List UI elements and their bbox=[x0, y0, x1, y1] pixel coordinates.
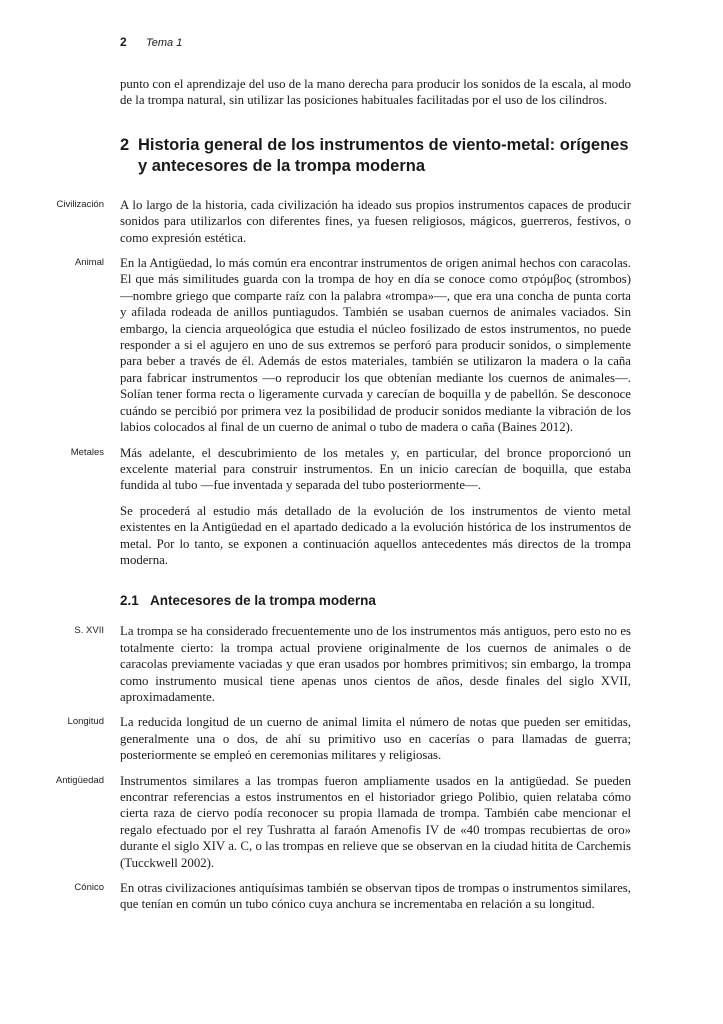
paragraph-text: Instrumentos similares a las trompas fueron ampliamente usados en la antigüedad. Se pueden encontrar referencias a estos instrumentos en el historiador griego Polibio, quien relataba cómo cierta raza de ciervo podía reconocer su propia llamada de trompa. También cabe mencionar el regalo efectuado por el rey Tushratta al faraón Amenofis IV de «40 trompas recubiertas de oro» durante el siglo XIV a. C, o las trompas en relieve que se observan en la ciudad hitita de Carchemis (Tucckwell 2002). bbox=[120, 773, 631, 870]
margin-note: Longitud bbox=[67, 716, 104, 728]
paragraph-text: Se procederá al estudio más detallado de la evolución de los instrumentos de viento metal existentes en la Antigüedad en el apartado dedicado a la evolución histórica de los instrumentos de metal. Por lo tanto, se exponen a continuación aquellos antecedentes más directos de la trompa moderna. bbox=[120, 503, 631, 567]
paragraph-estudio bbox=[120, 503, 631, 569]
section-title: Historia general de los instrumentos de viento-metal: orígenes y antecesores de la trompa moderna bbox=[138, 135, 629, 175]
margin-note: S. XVII bbox=[74, 625, 104, 637]
intro-paragraph: punto con el aprendizaje del uso de la mano derecha para producir los sonidos de la escala, al modo de la trompa natural, sin utilizar las posiciones habituales facilitadas por el uso de los cilindros. bbox=[120, 77, 631, 108]
running-header bbox=[120, 35, 182, 49]
page-body bbox=[55, 76, 631, 922]
chapter-label: Tema 1 bbox=[146, 37, 183, 49]
paragraph-animal bbox=[74, 255, 631, 435]
subsection-heading bbox=[120, 592, 631, 609]
paragraph-metales bbox=[70, 445, 631, 494]
margin-note: Animal bbox=[74, 257, 104, 269]
paragraph-text: En otras civilizaciones antiquísimas también se observan tipos de trompas o instrumentos similares, que tenían en común un tubo cónico cuya anchura se incrementaba en relación a su longitud. bbox=[120, 881, 631, 912]
paragraph-text: Más adelante, el descubrimiento de los metales y, en particular, del bronce proporcionó un excelente material para construir instrumentos. En un inicio carecían de boquilla, que estaba fundida al tubo —fue inventada y separada del tubo posteriormente—. bbox=[120, 445, 631, 493]
section-number: 2 bbox=[120, 135, 130, 154]
margin-note: Civilización bbox=[56, 198, 104, 210]
paragraph-text: En la Antigüedad, lo más común era encontrar instrumentos de origen animal hechos con caracolas. El que más similitudes guarda con la trompa de hoy en día se conoce como στρόμβος (strombos) —nombre griego que comparte raíz con la palabra «trompa»—, que era una concha de punta corta y afilada rodeada de anillos puntiagudos. También se usaban cuernos de animales vaciados. Sin embargo, la ciencia arqueológica que estudia el núcleo fosilizado de estos instrumentos, no puede responder a si el agujero en uno de sus extremos se perforó para producir sonidos, o simplemente para beber a través de él. Además de estos materiales, también se utilizaron la madera o la caña para fabricar instrumentos —o reproducir los que obtenían mediante los cuernos de animales—. Solían tener forma recta o ligeramente curvada y carecían de boquilla y de pabellón. Se desconoce cuándo se percibió por primera vez la posibilidad de producir sonidos mediante la vibración de los labios colocados al final de un cuerno de animal o tubo de madera o caña (Baines 2012). bbox=[120, 256, 631, 435]
paragraph-text: La trompa se ha considerado frecuentemente uno de los instrumentos más antiguos, pero esto no es totalmente cierto: la trompa actual proviene originalmente de los cuernos de animales o de caracolas previamente vaciadas y que eran usados por hombres primitivos; sin embargo, la trompa como instrumento musical tiene apenas unos cientos de años, desde finales del siglo XVII, aproximadamente. bbox=[120, 624, 631, 704]
paragraph-antiguedad bbox=[55, 773, 631, 871]
section-heading bbox=[120, 135, 631, 177]
margin-note: Metales bbox=[70, 446, 104, 458]
paragraph-longitud bbox=[67, 714, 631, 763]
paragraph-text: La reducida longitud de un cuerno de animal limita el número de notas que pueden ser emitidas, generalmente una o dos, de ahí su primitivo uso en cacerías o para llamadas de guerra; posteriormente se empleó en ceremonias militares y religiosas. bbox=[120, 715, 631, 763]
subsection-number: 2.1 bbox=[120, 593, 139, 609]
paragraph-civilizacion bbox=[56, 197, 631, 246]
paragraph-text: A lo largo de la historia, cada civilización ha ideado sus propios instrumentos capaces de producir sonidos para utilizarlos con diferentes fines, ya fuesen religiosos, mágicos, guerreros, festivos, o como expresión estética. bbox=[120, 197, 631, 245]
paragraph-conico bbox=[74, 880, 631, 913]
paragraph-siglo-xvii bbox=[74, 623, 631, 705]
page-number: 2 bbox=[120, 35, 127, 49]
margin-note: Cónico bbox=[74, 882, 104, 894]
margin-note: Antigüedad bbox=[55, 774, 104, 786]
subsection-title: Antecesores de la trompa moderna bbox=[150, 593, 376, 609]
